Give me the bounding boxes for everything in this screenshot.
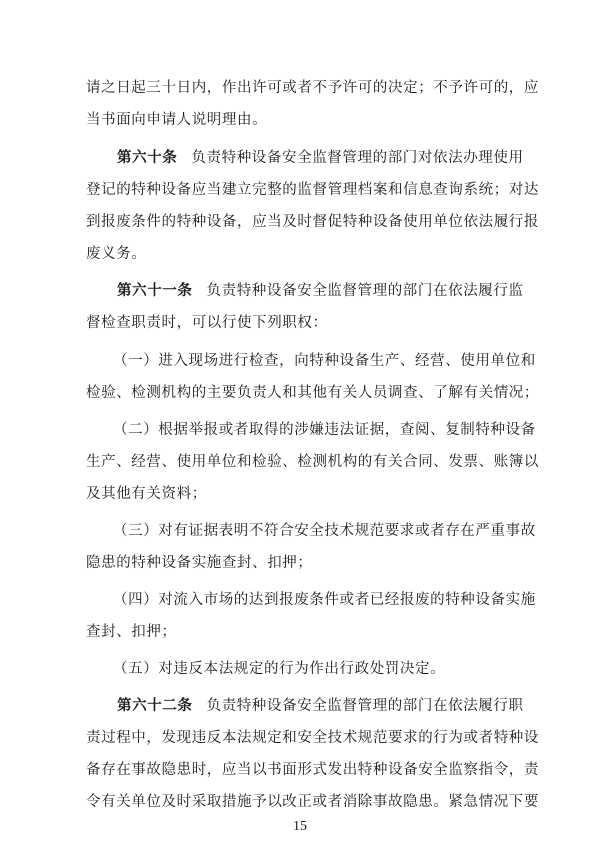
clause-line: （二）根据举报或者取得的涉嫌违法证据，查阅、复制特种设备 xyxy=(113,422,536,438)
article-text: 负责特种设备安全监督管理的部门在依法履行职 xyxy=(206,698,524,714)
body-line: 登记的特种设备应当建立完整的监督管理档案和信息查询系统；对达 xyxy=(86,182,539,198)
body-line: 备存在事故隐患时，应当以书面形式发出特种设备安全监察指令，责 xyxy=(86,762,539,778)
body-line: 及其他有关资料； xyxy=(86,486,207,502)
article-label: 第六十二条 xyxy=(117,698,193,714)
body-line: 督检查职责时，可以行使下列职权： xyxy=(86,315,328,331)
body-line: 检验、检测机构的主要负责人和其他有关人员调查、了解有关情况； xyxy=(86,385,539,401)
body-line: 查封、扣押； xyxy=(86,624,177,640)
body-line: 生产、经营、使用单位和检验、检测机构的有关合同、发票、账簿以 xyxy=(86,454,539,470)
page-number: 15 xyxy=(293,819,307,834)
article-label: 第六十一条 xyxy=(117,283,193,299)
body-line: 废义务。 xyxy=(86,246,147,262)
article-text: 负责特种设备安全监督管理的部门在依法履行监 xyxy=(206,283,524,299)
article-60-line xyxy=(117,148,524,168)
body-line: 到报废条件的特种设备，应当及时督促特种设备使用单位依法履行报 xyxy=(86,214,539,230)
body-line: 隐患的特种设备实施查封、扣押； xyxy=(86,555,313,571)
article-label: 第六十条 xyxy=(117,150,178,166)
clause-line: （一）进入现场进行检查，向特种设备生产、经营、使用单位和 xyxy=(113,353,536,369)
body-line: 令有关单位及时采取措施予以改正或者消除事故隐患。紧急情况下要 xyxy=(86,794,539,810)
body-line: 请之日起三十日内，作出许可或者不予许可的决定；不予许可的，应 xyxy=(86,80,539,96)
article-61-line xyxy=(117,281,524,301)
body-line: 责过程中，发现违反本法规定和安全技术规范要求的行为或者特种设 xyxy=(86,730,539,746)
clause-line: （三）对有证据表明不符合安全技术规范要求或者存在严重事故 xyxy=(113,523,536,539)
article-62-line xyxy=(117,696,524,716)
clause-line: （四）对流入市场的达到报废条件或者已经报废的特种设备实施 xyxy=(113,592,536,608)
body-line: 当书面向申请人说明理由。 xyxy=(86,112,268,128)
article-text: 负责特种设备安全监督管理的部门对依法办理使用 xyxy=(191,150,524,166)
clause-line: （五）对违反本法规定的行为作出行政处罚决定。 xyxy=(113,661,446,677)
